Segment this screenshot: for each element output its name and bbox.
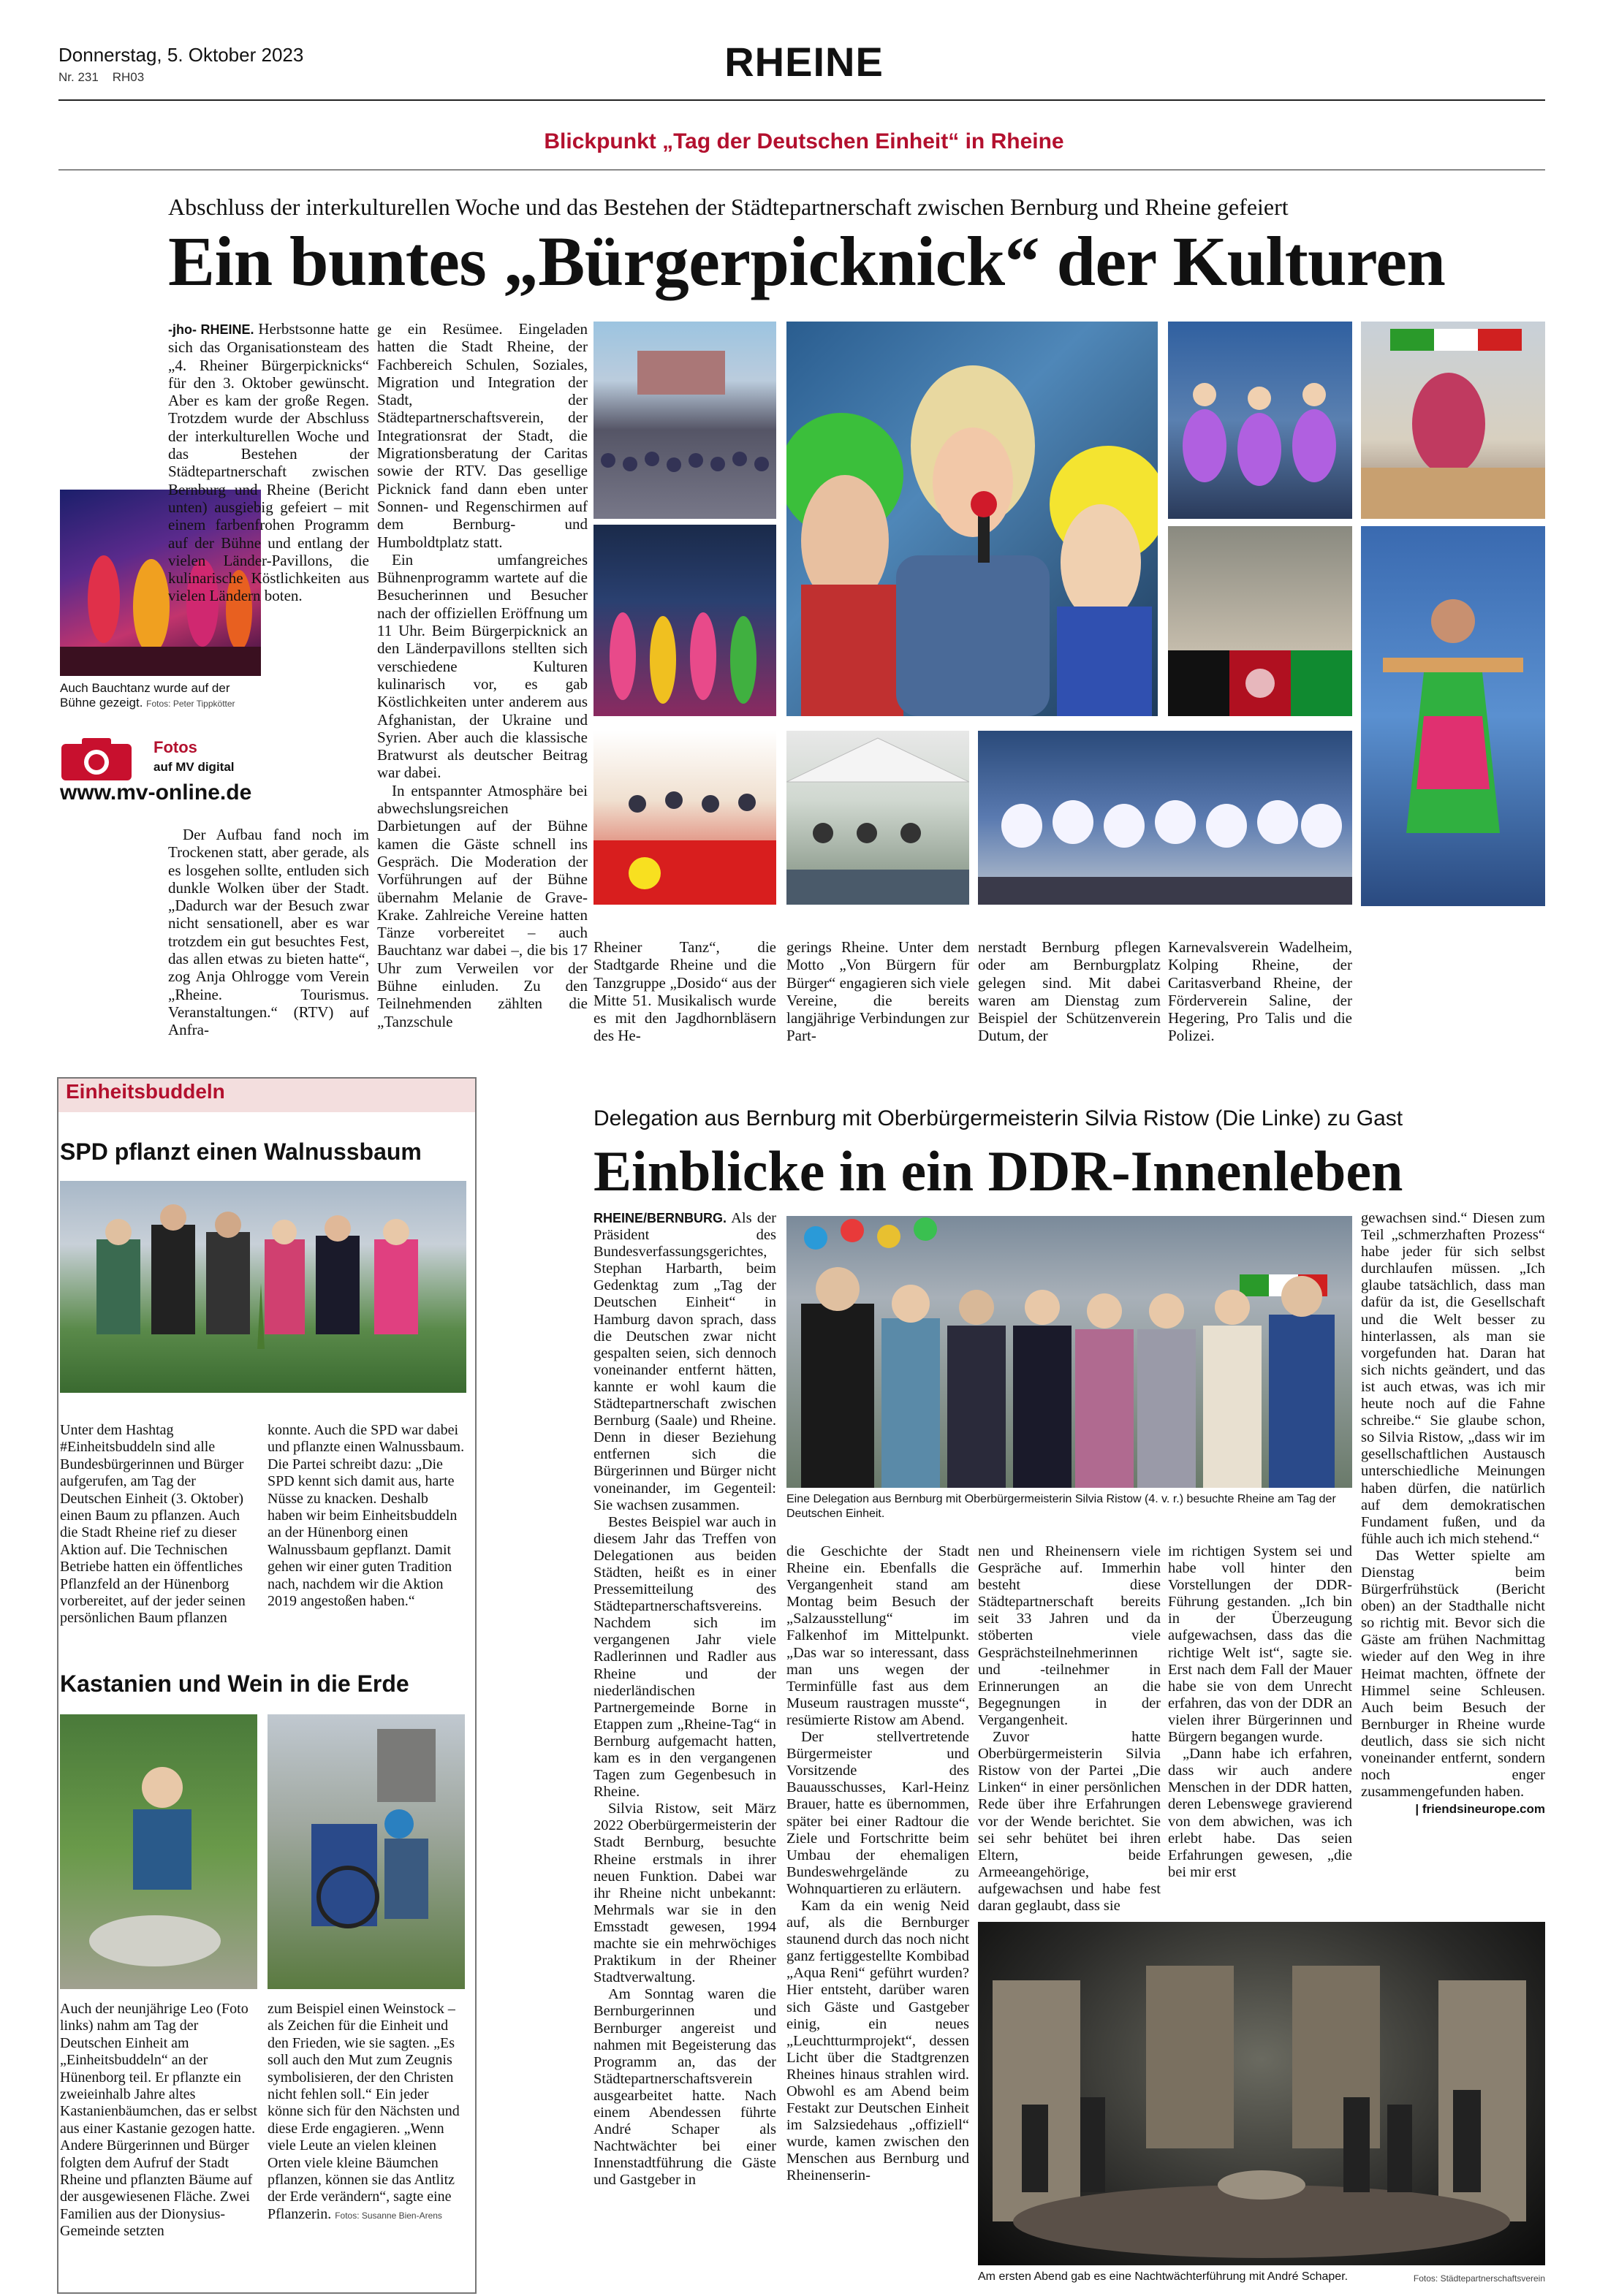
sidebar-heading-1: SPD pflanzt einen Walnussbaum: [60, 1139, 422, 1165]
article1-text-2c: In entspannter Atmosphäre bei abwechslungsreichen Darbietungen auf der Bühne kamen die Gäste schnell ins Gespräch. Die Moderation der Vorführungen auf der Bühne übernahm Melanie de Grave-Krake. Zahlreiche Vereine hatten Tänze vorbereitet – auch Bauchtanz war dabei –, die bis 17 Uhr zum Verweilen vor der Bühne einluden. Zu den Teilnehmenden zählten die „Tanzschule: [377, 781, 588, 1030]
food-stand-photo: [1361, 322, 1545, 519]
article1-column-1: [168, 320, 369, 605]
spd-walnut-photo: [60, 1181, 466, 1393]
sidebar-photo-credit: Fotos: Susanne Bien-Arens: [335, 2210, 442, 2221]
article1-bottom-3: [978, 938, 1161, 1045]
edition-code: RH03: [112, 70, 145, 84]
sidebar-text-1a: Unter dem Hashtag #Einheitsbuddeln sind alle Bundesbürgerinnen und Bürger aufgerufen, am Tag der Deutschen Einheit (3. Oktober) einen Baum zu pflanzen. Auch die Stadt Rheine rief zu dieser Aktion auf. Die Technischen Betriebe hatten ein öffentliches Pflanzfeld an der Hünenborg vorbereitet, auf der jeder seinen persönlichen Baum pflanzen: [60, 1422, 246, 1627]
article1-column-1b: [168, 826, 369, 1039]
ballet-children-photo: [978, 731, 1352, 905]
article2-source: | friendsineurope.com: [1415, 1802, 1545, 1817]
promo-url-link[interactable]: www.mv-online.de: [60, 780, 252, 805]
article1-column-2: [377, 320, 588, 1030]
article1-text-1a: Herbstsonne hatte sich das Organisationsteam des „4. Rheiner Bürgerpicknicks“ für den 3. Oktober gewünscht. Aber es kam der große Regen. Trotzdem wurde der Abschluss der interkulturellen Woche und das Bestehen der Städtepartnerschaft zwischen Bernburg und Rheine (Bericht unten) ausgiebig gefeiert – mit einem farbenfrohen Programm auf der Bühne und entlang der vielen Länder-Pavillons, die kulinarische Köstlichkeiten aus vielen Ländern boten.: [168, 320, 369, 605]
section-title: RHEINE: [724, 39, 884, 85]
article2-column-3: [978, 1543, 1161, 1915]
article2-column-1: [593, 1210, 776, 2189]
pavilion-photo: [786, 731, 969, 905]
promo-subtitle: auf MV digital: [153, 760, 235, 774]
afghanistan-stand-photo: [1168, 526, 1352, 716]
article1-text-bottom-3: nerstadt Bernburg pflegen oder am Bernburgplatz gelegen sind. Mit dabei waren am Dienstag zum Beispiel der Schützenverein Dutum, der: [978, 938, 1161, 1045]
article2-text-2c: Kam da ein wenig Neid auf, als die Bernburger staunend durch das noch nicht ganz fertiggestellte Kombibad „Aqua Reni“ geführt wurden? Hier entsteht, darüber waren sich Gäste und Gastgeber einig, ein neues „Leuchtturmprojekt“, dessen Licht über die Stadtgrenzen Rheines hinaus strahlen wird. Obwohl es am Abend beim Festakt zur Deutschen Einheit im Salzsiedehaus „offiziell“ wurde, kamen zwischen den Menschen aus Bernburg und Rheinenserin-: [786, 1897, 969, 2184]
promo-title: Fotos: [153, 738, 197, 756]
delegation-photo: [786, 1216, 1352, 1488]
camera-icon: [60, 737, 133, 782]
article2-text-5b: Das Wetter spielte am Dienstag beim Bürgerfrühstück (Bericht oben) an der Stadthalle nicht so richtig mit. Bevor sich die Gäste am frühen Nachmittag wieder auf den Weg in ihre Heimat machten, öffnete der Himmel seine Schleusen. Auch beim Besuch der Bernburger in Rheine wurde deutlich, dass sie sich nicht voneinander entfernt, sondern noch enger zusammengefunden haben.: [1361, 1547, 1545, 1801]
sidebar-text-2b: [268, 2001, 465, 2224]
article2-column-4: [1168, 1543, 1352, 1881]
moderator-clowns-photo: [786, 322, 1158, 716]
crowd-photo: [593, 322, 776, 519]
article2-column-2: [786, 1543, 969, 2185]
article1-title: Ein buntes „Bürgerpicknick“ der Kulturen: [168, 222, 1446, 300]
caption-text: Auch Bauchtanz wurde auf der Bühne gezeigt.: [60, 681, 230, 710]
leo-chestnut-photo: [60, 1714, 257, 1989]
article1-dateline: -jho- RHEINE.: [168, 322, 254, 337]
article2-text-1b: Bestes Beispiel war auch in diesem Jahr das Treffen von Delegationen aus beiden Städten, heißt es in einer Pressemitteilung des Städtepartnerschaftsvereins. Nachdem sich im vergangenen Jahr viele Radlerinnen und Radler aus Rheine und der niederländischen Partnergemeinde Borne in Etappen zum „Rheine-Tag“ in Bernburg aufgemacht hatten, kam es in den vergangenen Tagen zum Gegenbesuch in Rheine.: [593, 1513, 776, 1801]
article1-text-bottom-4: Karnevalsverein Wadelheim, Kolping Rheine, der Caritasverband Rheine, der Förderverein Saline, der Hegering, Pro Talis und die Polizei.: [1168, 938, 1352, 1045]
photo-credit: Fotos: Peter Tippkötter: [146, 699, 235, 709]
article2-dateline: RHEINE/BERNBURG.: [593, 1211, 727, 1225]
macedonia-stand-photo: [593, 731, 776, 905]
article2-photo-credit: Fotos: Städtepartnerschaftsverein: [1413, 2273, 1545, 2284]
article2-title: Einblicke in ein DDR-Innenleben: [593, 1139, 1403, 1203]
indian-dancer-photo: [1361, 526, 1545, 906]
article1-text-2a: ge ein Resümee. Eingeladen hatten die Stadt Rheine, der Fachbereich Schulen, Soziales, Migration und Integration der Stadt, der Städtepartnerschaftsverein, der Integrationsrat der Stadt, die Migrationsberatung der Caritas sowie der RTV. Das gesellige Picknick fand dann eben unter Sonnen- und Regenschirmen auf dem Bernburg- und Humboldtplatz statt.: [377, 320, 588, 551]
article1-subtitle: Abschluss der interkulturellen Woche und das Bestehen der Städtepartnerschaft zwischen Bernburg und Rheine gefeiert: [168, 194, 1289, 220]
bellydance-caption: [60, 681, 265, 711]
article2-text-4b: „Dann habe ich erfahren, dass wir auch andere Menschen in der DDR hatten, deren Lebenswege gravierend von dem abwichen, was ich erlebt habe. Das seien Erfahrungen gewesen, „die bei mir erst: [1168, 1746, 1352, 1880]
dance-group-photo: [593, 525, 776, 716]
article1-text-1b: Der Aufbau fand noch im Trockenen statt, aber gerade, als es losgehen sollte, entluden sich dunkle Wolken über der Stadt. „Dadurch war der Besuch zwar nicht sensationell, aber es war trotzdem ein gut besuchtes Fest, das allen etwas zu bieten hatte“, zog Anja Ohlrogge vom Verein „Rheine. Tourismus. Veranstaltungen.“ (RTV) auf Anfra-: [168, 826, 369, 1039]
article1-text-bottom-2: gerings Rheine. Unter dem Motto „Von Bürgern für Bürger“ engagieren sich viele Vereine, die bereits langjährige Verbindungen zur Part-: [786, 938, 969, 1045]
sidebar-heading-2: Kastanien und Wein in die Erde: [60, 1670, 409, 1697]
wine-planting-photo: [268, 1714, 465, 1989]
article2-text-5: gewachsen sind.“ Diesen zum Teil „schmerzhaften Prozess“ habe jeder für sich selbst durchlaufen müssen. „Ich glaube tatsächlich, dass man dafür da ist, die Gesellschaft und die Welt besser zu hinterlassen, als man sie vorgefunden hat. Daran hat sich nichts geändert, und das ist auch etwas, was ich mir heute noch auf die Fahne schreibe.“ Sie glaube schon, so Silvia Ristow, „dass wir im gesellschaftlichen Austausch unterschiedliche Meinungen haben dürfen, die natürlich auf dem demokratischen Fundament fußen, und da fühle auch ich mich stehend.“: [1361, 1210, 1545, 1547]
article2-text-2: die Geschichte der Stadt Rheine ein. Ebenfalls die Vergangenheit stand am Montag beim Besuch der „Salzausstellung“ im Falkenhof im Mittelpunkt. „Das war so interessant, dass man uns wegen der Terminfülle fast aus dem Museum raustragen musste“, resümierte Ristow am Abend.: [786, 1543, 969, 1728]
article1-text-bottom-1: Rheiner Tanz“, die Stadtgarde Rheine und die Tanzgruppe „Dosido“ aus der Mitte 51. Musikalisch wurde es mit den Jagdhornbläsern des He-: [593, 938, 776, 1045]
sidebar-text-2b-body: zum Beispiel einen Weinstock – als Zeichen für die Einheit und den Frieden, wie sie sagten. „Es soll auch den Mut zum Zeugnis symbolisieren, der den Christen nicht fehlen soll.“ Ein jeder könne sich für den Nächsten und diese Erde engagieren. „Wenn viele Leute an vielen kleinen Orten viele kleine Bäumchen pflanzen, können sie das Antlitz der Erde verändern“, sagte eine Pflanzerin.: [268, 2001, 460, 2222]
children-dance-photo: [1168, 322, 1352, 519]
article2-text-4: im richtigen System sei und habe voll hinter den Vorstellungen der DDR-Führung gestanden. „Ich bin in der Überzeugung aufgewachsen, dass das die richtige Welt ist“, sagte sie. Erst nach dem Fall der Mauer habe sie von dem Unrecht erfahren, das von der DDR an vielen ihrer Bürgerinnen und Bürgern begangen wurde.: [1168, 1543, 1352, 1746]
delegation-caption: Eine Delegation aus Bernburg mit Oberbürgermeisterin Silvia Ristow (4. v. r.) besuchte Rheine am Tag der Deutschen Einheit.: [786, 1493, 1336, 1520]
issue-number: Nr. 231: [58, 70, 99, 84]
night-watchman-caption: Am ersten Abend gab es eine Nachtwächterführung mit André Schaper.: [978, 2270, 1349, 2283]
sidebar-text-1b: konnte. Auch die SPD war dabei und pflanzte einen Walnussbaum. Die Partei schreibt dazu: „Die SPD kennt sich damit aus, harte Nüsse zu knacken. Deshalb haben wir beim Einheitsbuddeln an der Hünenborg einen Walnussbaum gepflanzt. Damit gehen wir einer guten Tradition nach, nachdem wir die Aktion 2019 angestoßen haben.“: [268, 1422, 465, 1610]
sidebar-label: Einheitsbuddeln: [66, 1080, 225, 1103]
article2-text-3b: Zuvor hatte Oberbürgermeisterin Silvia Ristow von der Partei „Die Linken“ in einer persönlichen Rede über ihre Erfahrungen vor der Wende berichtet. Sie sei sehr behütet bei ihren Eltern, beide Armeeangehörige, aufgewachsen und habe fest daran geglaubt, dass sie: [978, 1729, 1161, 1914]
sidebar-text-2a: Auch der neunjährige Leo (Foto links) nahm am Tag der Deutschen Einheit am „Einheitsbuddeln“ an der Hünenborg teil. Er pflanzte ein zweieinhalb Jahre altes Kastanienbäumchen, das er selbst aus einer Kastanie gezogen hatte. Andere Bürgerinnen und Bürger folgten dem Aufruf der Stadt Rheine und pflanzten Bäume auf der ausgewiesenen Fläche. Zwei Familien aus der Dionysius-Gemeinde setzten: [60, 2001, 257, 2240]
article2-text-1: Als der Präsident des Bundesverfassungsgerichtes, Stephan Harbarth, beim Gedenktag zum „Tag der Deutschen Einheit“ in Hamburg davon sprach, dass die Deutschen zwar nicht gespalten seien, sich dennoch voneinander entfernt hätten, kannte er wohl kaum die Städtepartnerschaft zwischen Bernburg (Saale) und Rheine. Denn in dieser Beziehung entfernen sich die Bürgerinnen und Bürger nicht voneinander, im Gegenteil: Sie wachsen zusammen.: [593, 1210, 777, 1513]
article2-subtitle: Delegation aus Bernburg mit Oberbürgermeisterin Silvia Ristow (Die Linke) zu Gast: [593, 1106, 1403, 1130]
article2-text-1c: Silvia Ristow, seit März 2022 Oberbürgermeisterin der Stadt Bernburg, besuchte Rheine erstmals in ihrer neuen Funktion. Dabei war ihr Rheine nicht unbekannt: Mehrmals war sie in den Emsstadt gewesen, 1994 machte sie ein mehrwöchiges Praktikum in der Rheiner Stadtverwaltung.: [593, 1801, 776, 1986]
article2-column-5: [1361, 1210, 1545, 1817]
article2-text-3: nen und Rheinensern viele Gespräche auf. Immerhin besteht diese Städtepartnerschaft bereits seit 33 Jahren und da stöberten viele Gesprächsteilnehmerinnen und -teilnehmer in Erinnerungen an die Begegnungen in der Vergangenheit.: [978, 1543, 1161, 1728]
article1-bottom-4: [1168, 938, 1352, 1045]
article2-text-1d: Am Sonntag waren die Bernburgerinnen und Bernburger angereist und nahmen mit Begeisterung das Programm an, das der Städtepartnerschaftsverein ausgearbeitet hatte. Nach einem Abendessen führte André Schaper als Nachtwächter bei einer Innenstadtführung die Gäste und Gastgeber in: [593, 1986, 776, 2189]
article1-text-2b: Ein umfangreiches Bühnenprogramm wartete auf die Besucherinnen und Besucher nach der offiziellen Eröffnung um 11 Uhr. Beim Bürgerpicknick an den Länderpavillons stellten sich verschiedene Kulturen kulinarisch vor, es gab Köstlichkeiten unter anderem aus Afghanistan, der Ukraine und Syrien. Aber auch die klassische Bratwurst als deutscher Beitrag war dabei.: [377, 550, 588, 782]
night-watchman-photo: [978, 1922, 1545, 2265]
masthead-rule: [58, 99, 1545, 101]
page-kicker: Blickpunkt „Tag der Deutschen Einheit“ in Rheine: [544, 129, 1064, 153]
article1-bottom-1: [593, 938, 776, 1045]
issue-date: Donnerstag, 5. Oktober 2023: [58, 44, 304, 66]
article2-text-2b: Der stellvertretende Bürgermeister und Vorsitzende des Bauausschusses, Karl-Heinz Brauer, hatte es übernommen, später bei einer Radtour die Ziele und Fortschritte beim Umbau der ehemaligen Bundeswehrgelände zu Wohnquartieren zu erläutern.: [786, 1729, 969, 1897]
article1-bottom-2: [786, 938, 969, 1045]
